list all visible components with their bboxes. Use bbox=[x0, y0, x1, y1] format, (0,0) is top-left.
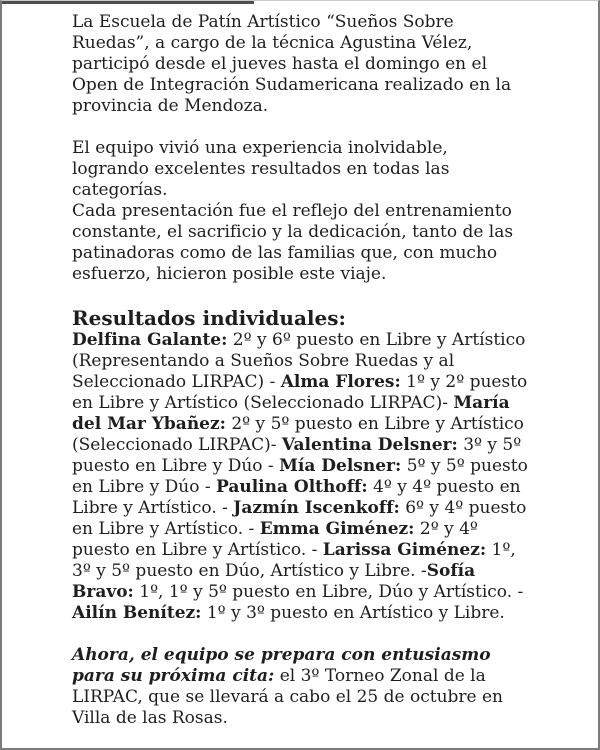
result-detail: 2º y 5º puesto en Libre y Artístico (Seleccionado LIRPAC)- bbox=[72, 414, 524, 455]
result-detail: 5º y 5º puesto en Libre y Dúo - bbox=[72, 456, 528, 497]
athlete-name: Alma Flores: bbox=[280, 372, 401, 392]
result-detail: 3º y 5º puesto en Libre y Dúo - bbox=[72, 435, 522, 476]
closing-lead: Ahora, el equipo se prepara con entusiasmo para su próxima cita: bbox=[72, 645, 491, 686]
experience-line-1: El equipo vivió una experiencia inolvidable, logrando excelentes resultados en todas las categorías. bbox=[72, 138, 450, 200]
athlete-name: Mía Delsner: bbox=[279, 456, 402, 476]
experience-paragraph bbox=[72, 138, 530, 285]
result-detail: 1º y 2º puesto en Libre y Artístico (Seleccionado LIRPAC)- bbox=[72, 372, 528, 413]
athlete-name: Larissa Giménez: bbox=[322, 540, 487, 560]
athlete-name: Paulina Olthoff: bbox=[216, 477, 368, 497]
top-partial-divider bbox=[2, 1, 254, 4]
athlete-name: Ailín Benítez: bbox=[72, 603, 202, 623]
athlete-name: Delfina Galante: bbox=[72, 330, 228, 350]
athlete-name: Sofía Bravo: bbox=[72, 561, 476, 602]
athlete-name: Jazmín Iscenkoff: bbox=[233, 498, 400, 518]
results-heading: Resultados individuales: bbox=[72, 306, 346, 330]
athlete-name: Valentina Delsner: bbox=[281, 435, 458, 455]
intro-paragraph: La Escuela de Patín Artístico “Sueños Sobre Ruedas”, a cargo de la técnica Agustina Vélez, participó desde el jueves hasta el domingo en el Open de Integración Sudamericana realizado en la provincia de Mendoza. bbox=[72, 12, 512, 116]
athlete-name: María del Mar Ybañez: bbox=[72, 393, 510, 434]
result-detail: 4º y 4º puesto en Libre y Artístico. - bbox=[72, 477, 521, 518]
result-detail: 2º y 6º puesto en Libre y Artístico (Representando a Sueños Sobre Ruedas y al Seleccionado LIRPAC) - bbox=[72, 330, 526, 392]
closing-rest: el 3º Torneo Zonal de la LIRPAC, que se llevará a cabo el 25 de octubre en Villa de las Rosas. bbox=[72, 666, 504, 728]
results-paragraph bbox=[72, 330, 530, 624]
result-detail: 1º y 3º puesto en Artístico y Libre. bbox=[201, 603, 505, 623]
result-detail: 6º y 4º puesto en Libre y Artístico. - bbox=[72, 498, 527, 539]
result-detail: 1º, 3º y 5º puesto en Dúo, Artístico y Libre. - bbox=[72, 540, 516, 581]
athlete-name: Emma Giménez: bbox=[259, 519, 415, 539]
result-detail: 1º, 1º y 5º puesto en Libre, Dúo y Artístico. - bbox=[133, 582, 524, 602]
article-content bbox=[2, 1, 530, 729]
experience-line-2: Cada presentación fue el reflejo del entrenamiento constante, el sacrificio y la dedicación, tanto de las patinadoras como de las familias que, con mucho esfuerzo, hicieron posible este viaje. bbox=[72, 201, 514, 284]
closing-paragraph bbox=[72, 645, 530, 729]
result-detail: 2º y 4º puesto en Libre y Artístico. - bbox=[72, 519, 478, 560]
